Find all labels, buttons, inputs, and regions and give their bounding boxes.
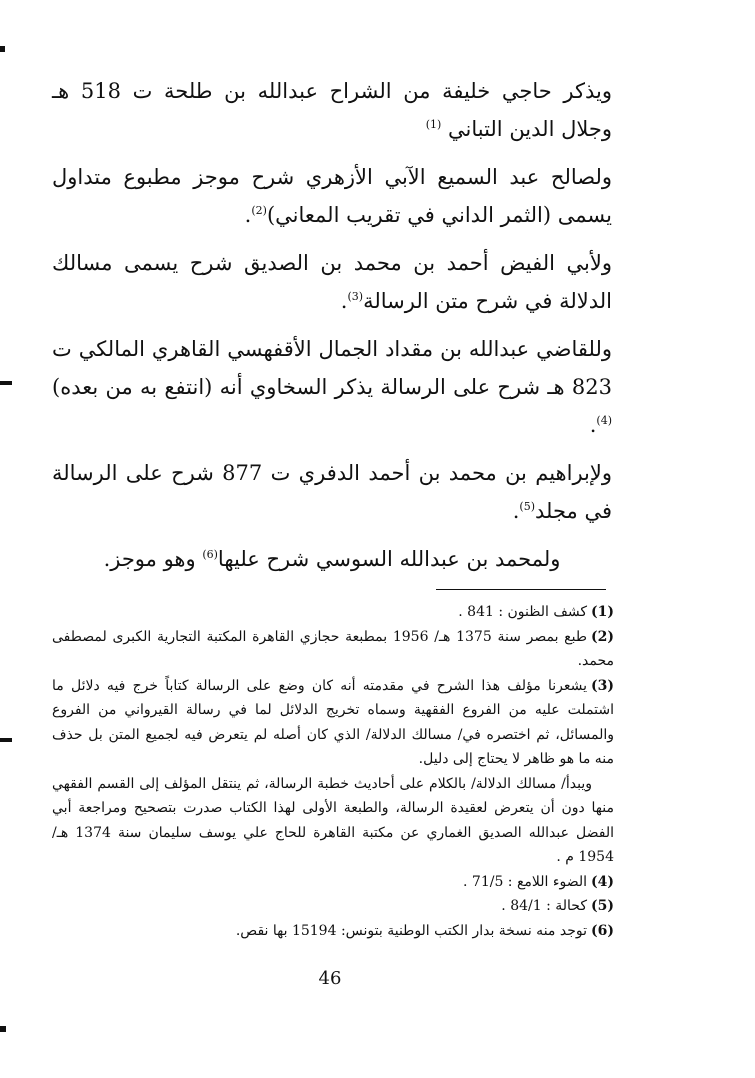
paragraph-4: وللقاضي عبدالله بن مقداد الجمال الأقفهسي القاهري المالكي ت 823 هـ شرح على الرسالة يذكر السخاوي أنه (انتفع به من بعده)$^{(4)}$. bbox=[52, 337, 612, 437]
footnote-2: (2)طبع بمصر سنة 1375 هـ/ 1956 بمطبعة حجازي القاهرة المكتبة التجارية الكبرى لمصطفى محمد. bbox=[52, 628, 615, 669]
footnote-ref-6: (6) bbox=[202, 548, 218, 561]
paragraph-1: ويذكر حاجي خليفة من الشراح عبدالله بن طلحة ت 518 هـ وجلال الدين التباني $^{(1)}$ bbox=[52, 79, 612, 141]
paragraph-5: ولإبراهيم بن محمد بن أحمد الدفري ت 877 شرح على الرسالة في مجلد$^{(5)}$. bbox=[52, 461, 612, 523]
footnote-1: (1)كشف الظنون : 841 . bbox=[458, 604, 614, 620]
page-number: 46 bbox=[318, 968, 342, 989]
footnote-3-continued: ويبدأ/ مسالك الدلالة/ بالكلام على أحاديث خطبة الرسالة، ثم ينتقل المؤلف إلى القسم الفقهي منها دون أن يتعرض لعقيدة الرسالة، والطبعة الأولى لهذا الكتاب صدرت بتصحيح ومراجعة أبي الفضل عبدالله الصديق الغماري عن مكتبة القاهرة للحاج علي يوسف سليمان سنة 1374 هـ/ 1954 م . bbox=[52, 775, 614, 865]
footnote-ref-1: (1) bbox=[425, 118, 442, 131]
footnote-5: (5)كحالة : 84/1 . bbox=[501, 898, 614, 914]
scan-mark-top bbox=[0, 46, 5, 52]
scan-mark-lower bbox=[0, 738, 12, 742]
footnote-ref-4: (4) bbox=[596, 414, 612, 427]
paragraph-6: ولمحمد بن عبدالله السوسي شرح عليها$^{(6)}$ وهو موجز. bbox=[103, 547, 561, 571]
paragraph-2: ولصالح عبد السميع الآبي الأزهري شرح موجز مطبوع متداول يسمى (الثمر الداني في تقريب المعاني)$^{(2)}$. bbox=[52, 165, 612, 227]
footnote-6: (6)توجد منه نسخة بدار الكتب الوطنية بتونس: 15194 بها نقص. bbox=[235, 922, 614, 939]
footnote-ref-3: (3) bbox=[347, 290, 364, 303]
scan-mark-middle bbox=[0, 381, 12, 385]
footnote-3: (3)يشعرنا مؤلف هذا الشرح في مقدمته أنه كان وضع على الرسالة كتاباً خرج فيه دلائل ما اشتملت عليه من الفروع الفقهية وسماه تخريج الدلائل لما في رسالة القيرواني من الفروع والمسائل، ثم اختصره في/ مسالك الدلالة/ الذي كان أصله لم يتعرض فيه لجميع المتن بل حذف منه ما هو ظاهر لا يحتاج إلى دليل. bbox=[52, 677, 614, 767]
footnote-divider bbox=[436, 589, 606, 590]
main-text bbox=[52, 72, 612, 588]
footnote-ref-5: (5) bbox=[519, 500, 535, 513]
footnote-ref-2: (2) bbox=[251, 204, 267, 217]
scan-mark-bottom bbox=[0, 1026, 6, 1032]
paragraph-3: ولأبي الفيض أحمد بن محمد بن الصديق شرح يسمى مسالك الدلالة في شرح متن الرسالة$^{(3)}$. bbox=[52, 251, 612, 313]
footnotes bbox=[52, 600, 614, 943]
footnote-4: (4)الضوء اللامع : 71/5 . bbox=[463, 873, 614, 890]
